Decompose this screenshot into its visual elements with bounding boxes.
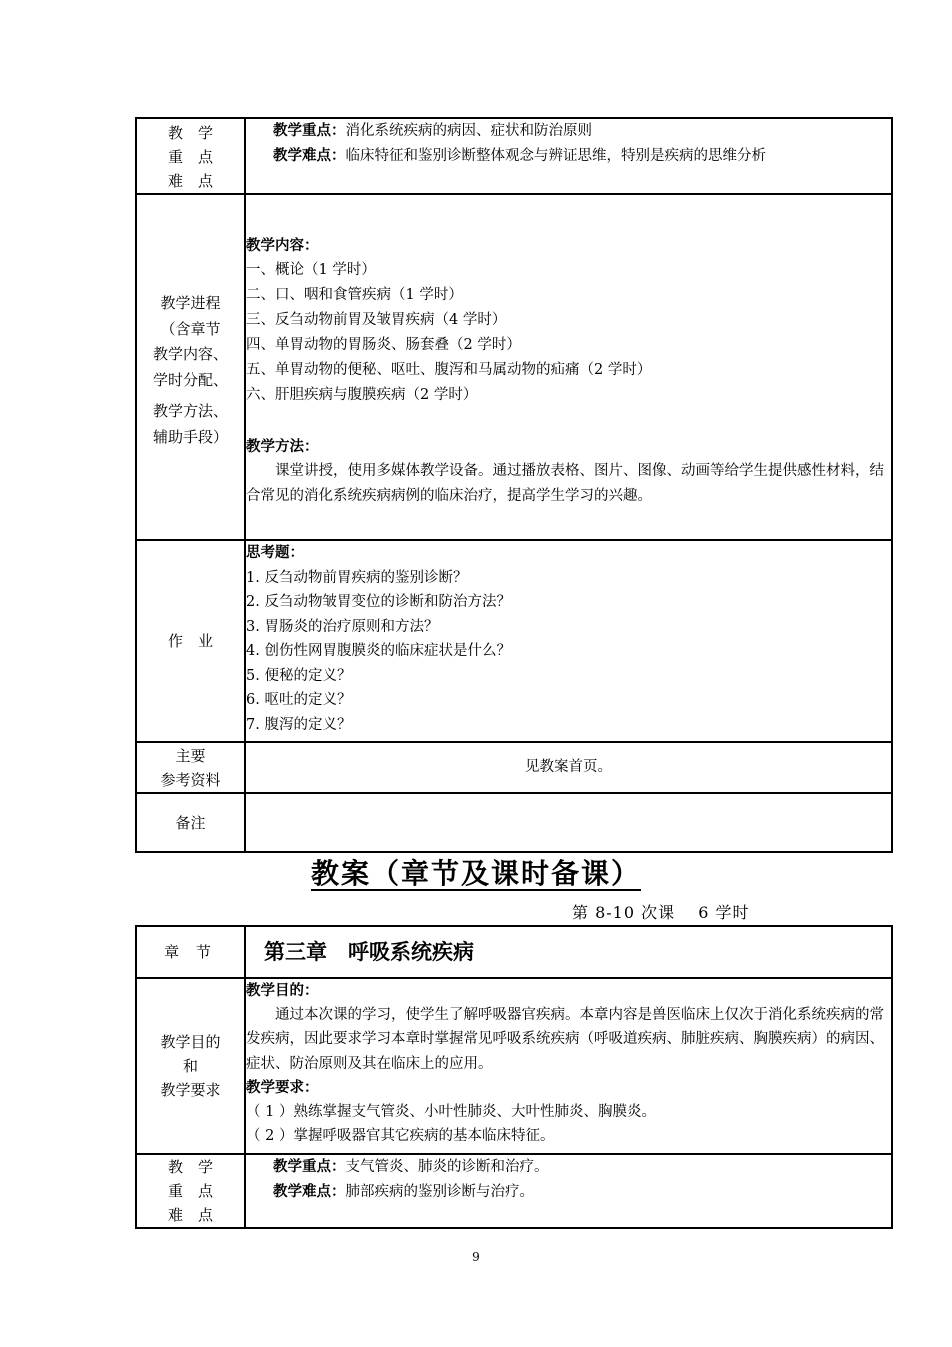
content-heading: 教学内容： [246, 237, 319, 254]
homework-item: 1. 反刍动物前胃疾病的鉴别诊断？ [246, 569, 468, 586]
content-item: 六、肝胆疾病与腹膜疾病（2 学时） [246, 387, 478, 403]
notes-label: 备注 [136, 793, 245, 852]
homework-heading: 思考题： [246, 544, 304, 561]
focus-text: 消化系统疾病的病因、症状和防治原则 [345, 123, 592, 139]
content-item: 三、反刍动物前胃及皱胃疾病（4 学时） [246, 312, 507, 328]
method-text: 课堂讲授，使用多媒体教学设备。通过播放表格、图片、图像、动画等给学生提供感性材料，结合常见的消化系统疾病病例的临床治疗，提高学生学习的兴趣。 [246, 463, 884, 504]
method-heading: 教学方法： [246, 438, 319, 455]
objectives-content [245, 978, 892, 1154]
references-content: 见教案首页。 [245, 742, 892, 793]
key-points-row [136, 118, 892, 194]
chapter-label: 章 节 [136, 926, 245, 978]
homework-label: 作 业 [136, 540, 245, 742]
references-row [136, 742, 892, 793]
key-points-label [136, 118, 245, 194]
key-points-row-2 [136, 1154, 892, 1228]
label-line: 教学要求 [160, 1081, 221, 1099]
objectives-label [136, 978, 245, 1154]
label-line: 辅助手段） [152, 427, 228, 446]
chapter-row [136, 926, 892, 978]
label-line: 教学内容、 [152, 345, 228, 363]
homework-item: 2. 反刍动物皱胃变位的诊断和防治方法？ [246, 594, 511, 610]
page-number: 9 [472, 1250, 480, 1264]
references-label [136, 742, 245, 793]
content-item: 五、单胃动物的便秘、呕吐、腹泻和马属动物的疝痛（2 学时） [246, 362, 652, 378]
homework-content [245, 540, 892, 742]
requirement-item: （ 1 ）熟练掌握支气管炎、小叶性肺炎、大叶性肺炎、胸膜炎。 [246, 1104, 656, 1121]
difficulty-text: 临床特征和鉴别诊断整体观念与辨证思维，特别是疾病的思维分析 [345, 147, 766, 164]
lesson-table-respiratory [135, 925, 893, 1229]
requirement-heading: 教学要求： [246, 1078, 319, 1096]
label-line: 教学方法、 [152, 402, 228, 420]
purpose-heading: 教学目的： [246, 982, 319, 999]
chapter-title-cell [245, 926, 892, 978]
label-line: 教学进程 [160, 294, 221, 312]
heading-text: 教案（章节及课时备课） [310, 857, 641, 890]
lesson-table-digestive [135, 117, 893, 853]
lesson-plan-heading [0, 852, 952, 892]
key-points-content [245, 118, 892, 194]
homework-item: 6. 呕吐的定义？ [246, 692, 352, 708]
homework-row [136, 540, 892, 742]
content-item: 二、口、咽和食管疾病（1 学时） [246, 287, 463, 303]
label-line: 教 学 [167, 124, 213, 142]
label-line: 教学目的 [160, 1033, 221, 1051]
requirement-item: （ 2 ）掌握呼吸器官其它疾病的基本临床特征。 [246, 1128, 555, 1145]
label-line: 重 点 [167, 148, 213, 166]
focus-label: 教学重点： [273, 122, 346, 139]
homework-item: 3. 胃肠炎的治疗原则和方法？ [246, 618, 439, 635]
notes-row [136, 793, 892, 852]
progress-label [136, 194, 245, 540]
label-line: 教 学 [167, 1158, 213, 1176]
difficulty-text: 肺部疾病的鉴别诊断与治疗。 [345, 1183, 534, 1200]
key-points-label-2 [136, 1154, 245, 1228]
content-item: 四、单胃动物的胃肠炎、肠套叠（2 学时） [246, 337, 521, 353]
key-points-content-2 [245, 1154, 892, 1228]
label-line: 参考资料 [160, 770, 221, 789]
content-item: 一、概论（1 学时） [246, 262, 376, 278]
homework-item: 7. 腹泻的定义？ [246, 716, 352, 733]
progress-row [136, 194, 892, 540]
label-line: 难 点 [167, 1206, 213, 1224]
label-line: 主要 [175, 746, 206, 765]
purpose-text: 通过本次课的学习，使学生了解呼吸器官疾病。本章内容是兽医临床上仅次于消化系统疾病的常发疾病，因此要求学习本章时掌握常见呼吸系统疾病（呼吸道疾病、肺脏疾病、胸膜疾病）的病因、症状、防治原则及其在临床上的应用。 [246, 1007, 884, 1072]
focus-label: 教学重点： [273, 1158, 346, 1175]
difficulty-label: 教学难点： [273, 146, 346, 164]
focus-text: 支气管炎、肺炎的诊断和治疗。 [345, 1159, 549, 1175]
notes-content [245, 793, 892, 852]
homework-item: 5. 便秘的定义？ [246, 667, 352, 684]
label-line: 重 点 [167, 1182, 213, 1200]
progress-content [245, 194, 892, 540]
label-line: 学时分配、 [152, 370, 228, 389]
label-line: 和 [182, 1057, 198, 1075]
chapter-title: 第三章 呼吸系统疾病 [264, 939, 474, 964]
label-line: （含章节 [160, 319, 221, 338]
homework-item: 4. 创伤性网胃腹膜炎的临床症状是什么？ [246, 643, 511, 659]
objectives-row [136, 978, 892, 1154]
label-line: 难 点 [167, 172, 213, 190]
session-info: 第 8-10 次课 6 学时 [572, 903, 750, 922]
difficulty-label: 教学难点： [273, 1182, 346, 1200]
